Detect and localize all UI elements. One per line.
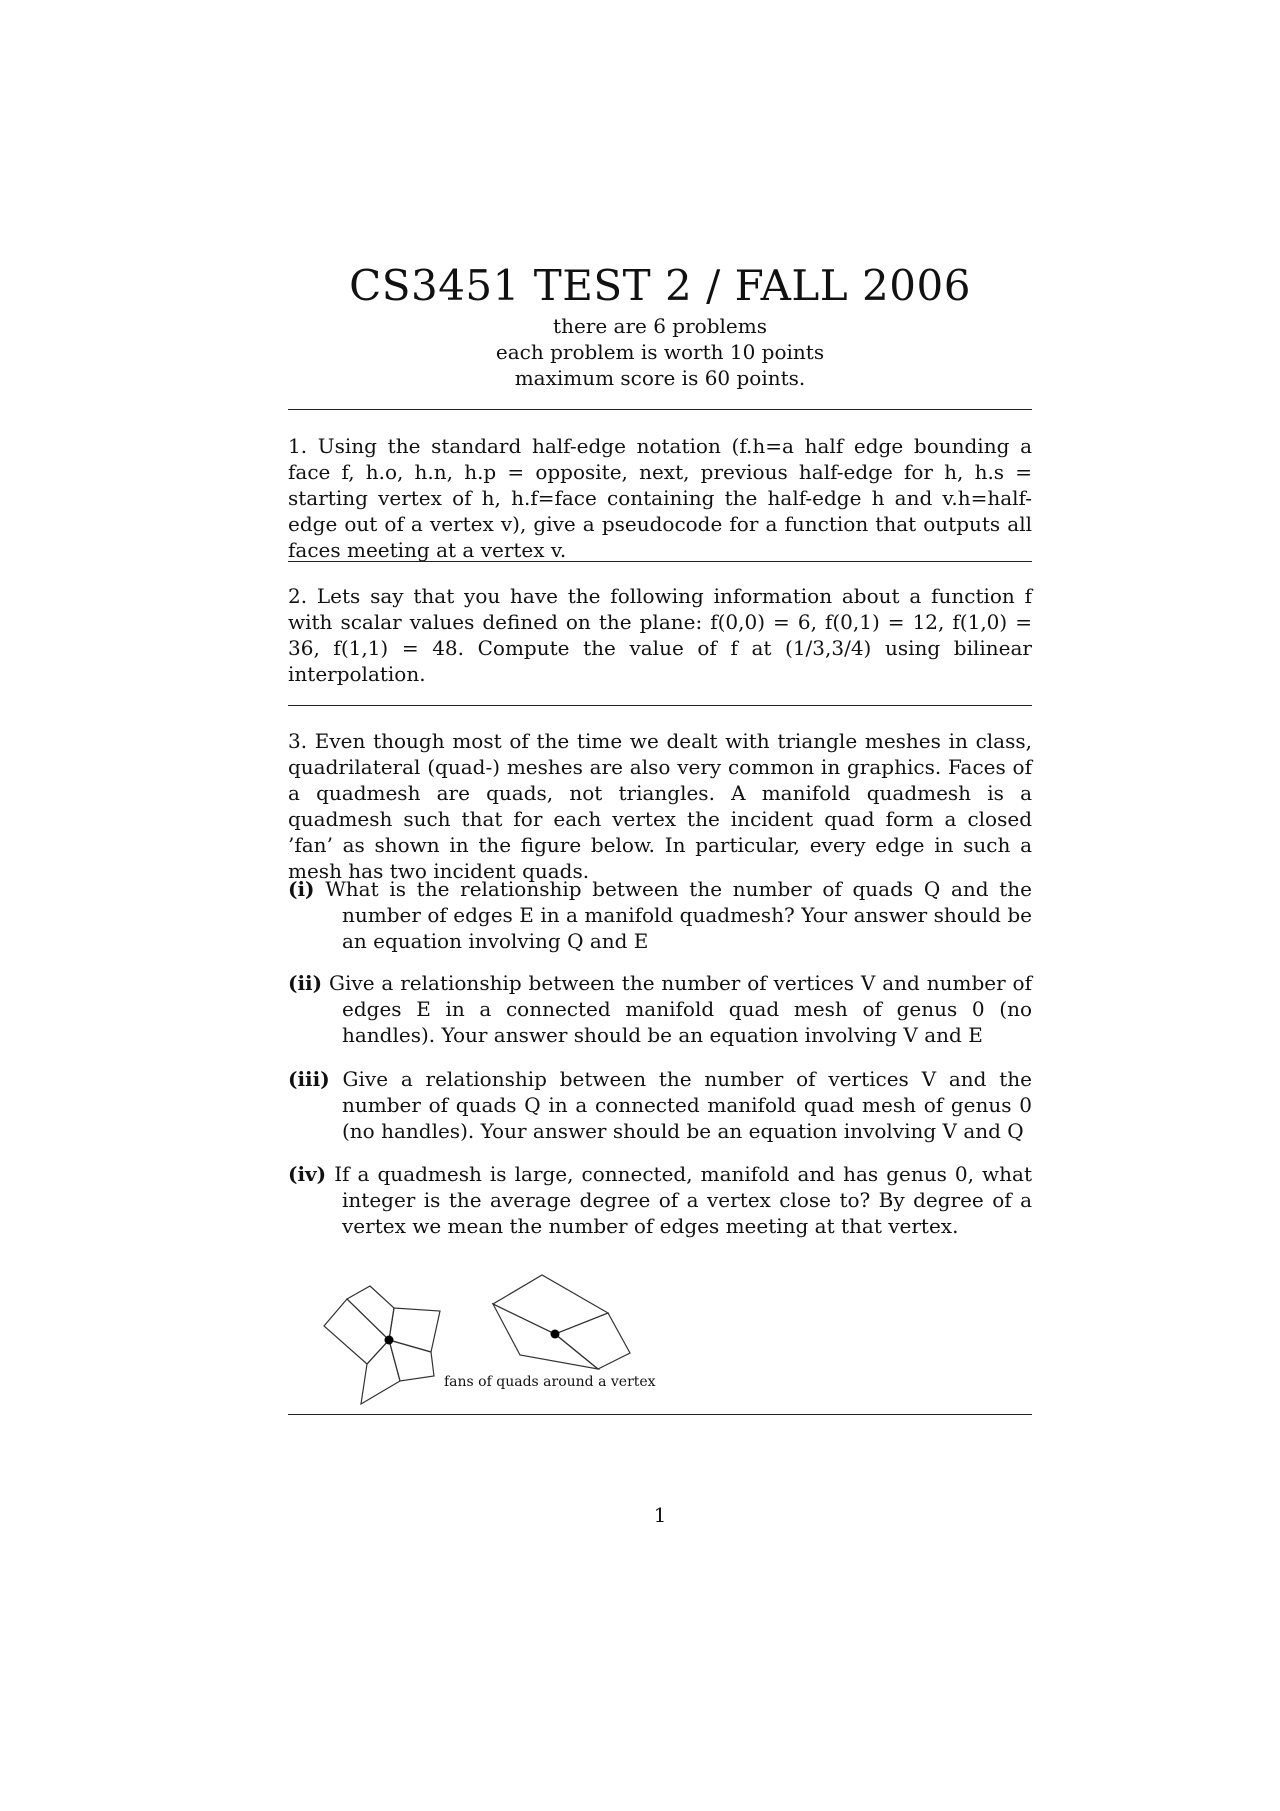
part-label: (iv) [288,1162,327,1186]
problem-3-part-ii [288,970,1032,1048]
vertex-dot [385,1336,394,1345]
part-label: (ii) [288,971,323,995]
problem-3-part-i [288,876,1032,954]
page-title: CS3451 TEST 2 / FALL 2006 [349,261,971,310]
problem-2: 2. Lets say that you have the following information about a function f with scalar values defined on the plane: f(0,0) = 6, f(0,1) = 12, f(1,0) = 36, f(1,1) = 48. Compute the value of f at (1/3,3/4) using bilinear interpolation. [288,584,1032,686]
part-label: (i) [288,877,315,901]
part-text: What is the relationship between the number of quads Q and the number of edges E in a manifold quadmesh? Your answer should be an equation involving Q and E [325,877,1033,953]
instruction-line: maximum score is 60 points. [514,366,806,390]
vertex-dot [551,1330,560,1339]
quad-face [493,1275,608,1334]
quad-face [389,1340,434,1381]
quad-face [493,1304,598,1369]
part-text: If a quadmesh is large, connected, manifold and has genus 0, what integer is the average degree of a vertex close to? By degree of a vertex we mean the number of edges meeting at that vertex. [334,1162,1032,1238]
figure-caption: fans of quads around a vertex [444,1374,656,1390]
divider [288,561,1032,562]
part-text: Give a relationship between the number of vertices V and the number of quads Q in a connected manifold quad mesh of genus 0 (no handles). Your answer should be an equation involving V and Q [342,1067,1032,1143]
part-text: Give a relationship between the number of vertices V and number of edges E in a connected manifold quad mesh of genus 0 (no handles). Your answer should be an equation involving V and E [329,971,1033,1047]
divider [288,409,1032,410]
quad-fan-figure [288,1240,1032,1420]
instruction-line: there are 6 problems [553,314,767,338]
divider [288,1414,1032,1415]
page-number: 1 [653,1503,667,1527]
quad-face [389,1308,440,1352]
quad-face [555,1313,630,1369]
instruction-line: each problem is worth 10 points [495,340,825,364]
divider [288,705,1032,706]
problem-3-part-iv [288,1161,1032,1239]
part-label: (iii) [288,1067,330,1091]
problem-1: 1. Using the standard half-edge notation (f.h=a half edge bounding a face f, h.o, h.n, h.p = opposite, next, previous half-edge for h, h.s = starting vertex of h, h.f=face containing the half-edge h and v.h=half-edge out of a vertex v), give a pseudocode for a function that outputs all faces meeting at a vertex v. [288,434,1032,562]
exam-instructions [288,313,1032,391]
problem-3-part-iii [288,1066,1032,1144]
quad-face [361,1340,400,1404]
quad-face [347,1286,394,1340]
problem-3-intro: 3. Even though most of the time we dealt with triangle meshes in class, quadrilateral (quad-) meshes are also very common in graphics. Faces of a quadmesh are quads, not triangles. A manifold quadmesh is a quadmesh such that for each vertex the incident quad form a closed ’fan’ as shown in the figure below. In particular, every edge in such a mesh has two incident quads. [288,729,1032,883]
